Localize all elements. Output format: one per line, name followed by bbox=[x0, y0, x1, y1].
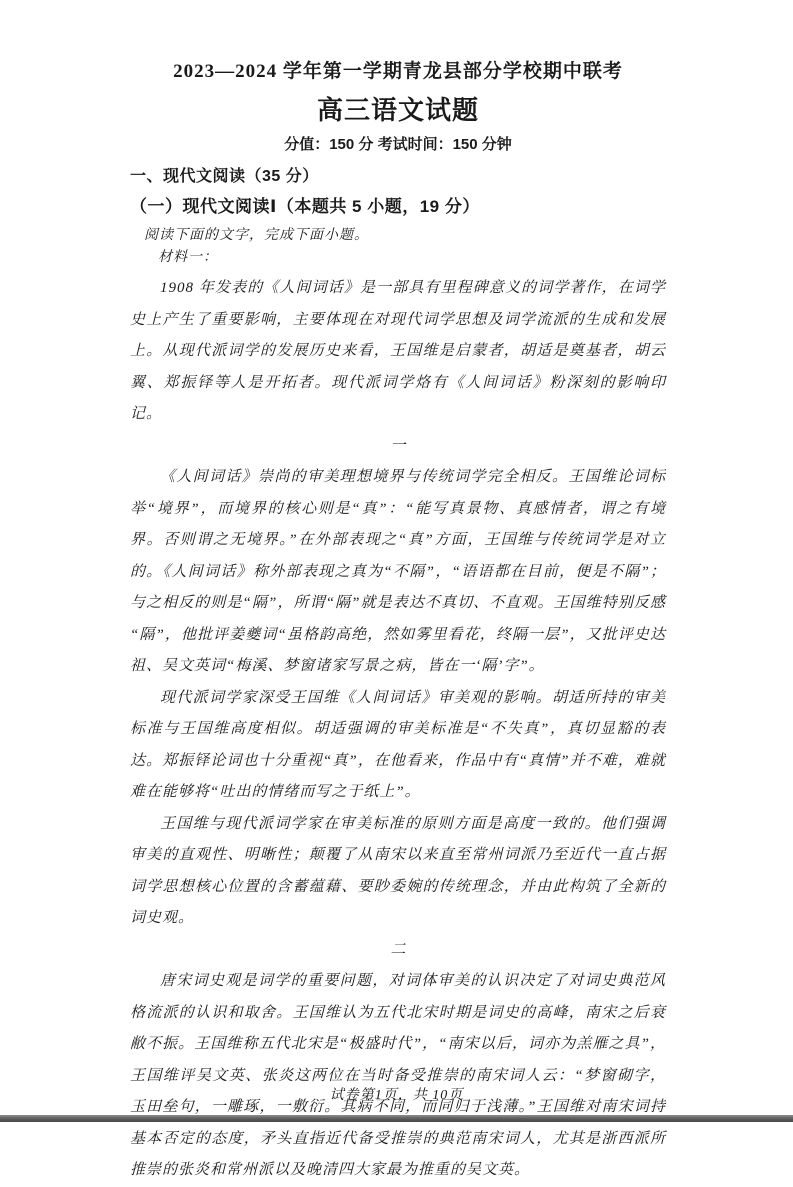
score-info: 分值：150 分 考试时间：150 分钟 bbox=[284, 136, 512, 153]
page-bottom-edge bbox=[0, 1115, 793, 1122]
page-number-footer: 试卷第1页，共 10页 bbox=[329, 1088, 464, 1103]
section-heading-modern-reading: 一、现代文阅读（35 分） bbox=[130, 168, 319, 185]
exam-title: 2023—2024 学年第一学期青龙县部分学校期中联考 bbox=[173, 61, 623, 82]
paragraph: 现代派词学家深受王国维《人间词话》审美观的影响。胡适所持的审美标准与王国维高度相似。胡适强调的审美标准是“不失真”，真切显豁的表达。郑振铎论词也十分重视“真”，在他看来，作品中有“真情”并不难，难就难在能够将“吐出的情绪而写之于纸上”。 bbox=[130, 689, 666, 800]
paper-title: 高三语文试题 bbox=[316, 95, 479, 125]
paragraph: 1908 年发表的《人间词话》是一部具有里程碑意义的词学著作，在词学史上产生了重要影响，主要体现在对现代词学思想及词学流派的生成和发展上。从现代派词学的发展历史来看，王国维是启蒙者，胡适是奠基者，胡云翼、郑振铎等人是开拓者。现代派词学烙有《人间词话》粉深刻的影响印记。 bbox=[130, 280, 666, 422]
material-section-marker: 一 bbox=[390, 437, 406, 454]
subsection-heading-reading-1: （一）现代文阅读Ⅰ（本题共 5 小题，19 分） bbox=[130, 197, 480, 216]
material-section-marker: 二 bbox=[390, 941, 406, 958]
reading-instruction: 阅读下面的文字，完成下面小题。 bbox=[144, 228, 369, 243]
paragraph: 唐宋词史观是词学的重要问题，对词体审美的认识决定了对词史典范风格流派的认识和取舍。王国维认为五代北宋时期是词史的高峰，南宋之后衰敝不振。王国维称五代北宋是“极盛时代”，“南宋以后，词亦为羔雁之具”，王国维评吴文英、张炎这两位在当时备受推崇的南宋词人云：“梦窗砌字，玉田垒句，一雕琢，一敷衍。其病不同，而同归于浅薄。”王国维对南宋词持基本否定的态度，矛头直指近代备受推崇的典范南宋词人，尤其是浙西派所推崇的张炎和常州派以及晚清四大家最为推重的吴文英。 bbox=[130, 973, 666, 1178]
paragraph: 《人间词话》崇尚的审美理想境界与传统词学完全相反。王国维论词标举“境界”，而境界的核心则是“真”：“能写真景物、真感情者，谓之有境界。否则谓之无境界。”在外部表现之“真”方面，王国维与传统词学是对立的。《人间词话》称外部表现之真为“不隔”，“语语都在目前，便是不隔”；与之相反的则是“隔”，所谓“隔”就是表达不真切、不直观。王国维特别反感“隔”，他批评姜夔词“虽格韵高绝，然如雾里看花，终隔一层”，又批评史达祖、吴文英词“梅溪、梦窗诸家写景之病，皆在一‘隔’字”。 bbox=[130, 469, 666, 674]
paragraph: 王国维与现代派词学家在审美标准的原则方面是高度一致的。他们强调审美的直观性、明晰性；颠覆了从南宋以来直至常州词派乃至近代一直占据词学思想核心位置的含蓄蕴藉、要眇委婉的传统理念，并由此构筑了全新的词史观。 bbox=[130, 815, 666, 926]
material-label: 材料一： bbox=[158, 250, 218, 265]
